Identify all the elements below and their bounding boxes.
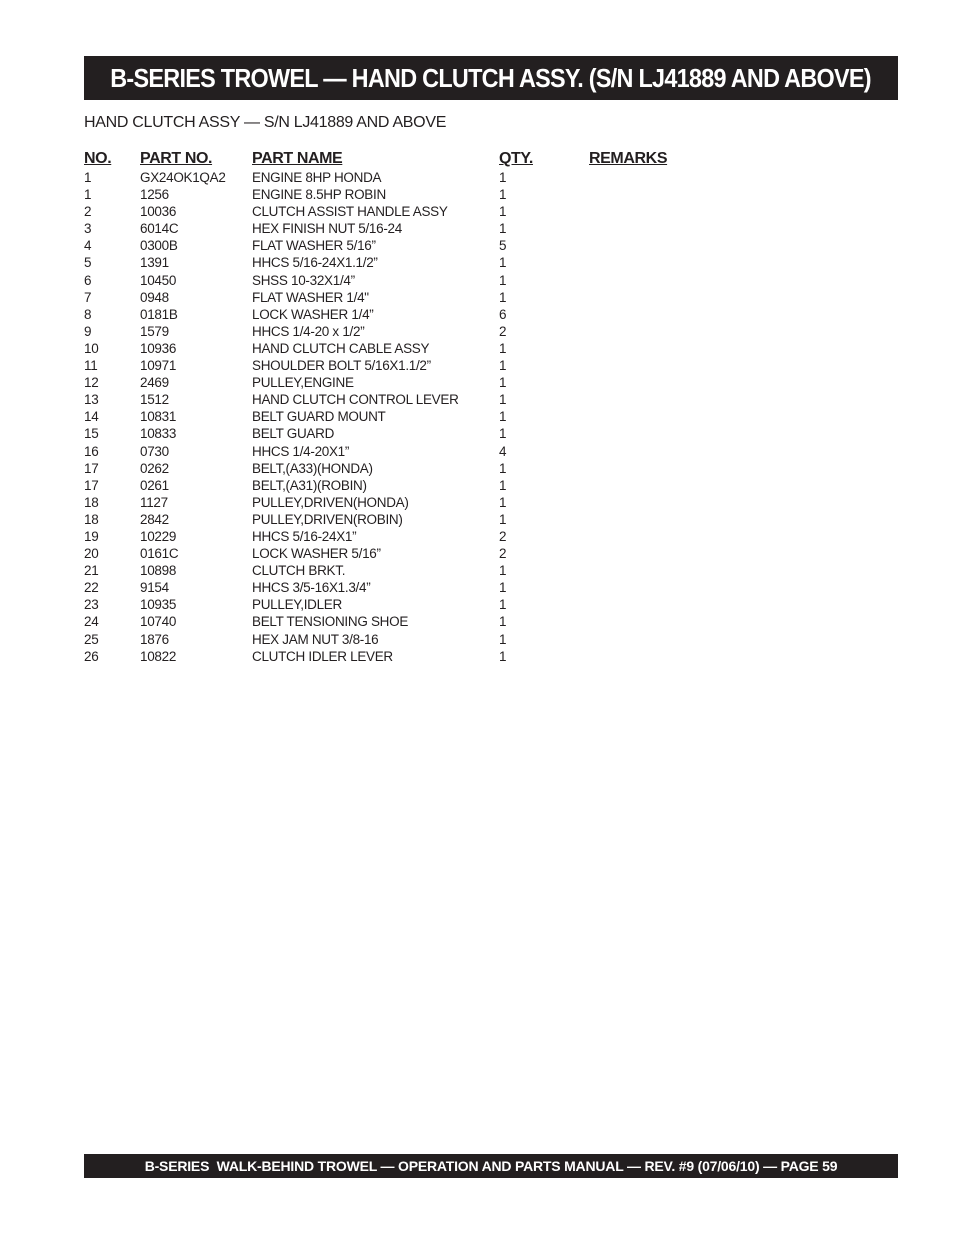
part-name-cell: HAND CLUTCH CABLE ASSY	[252, 340, 430, 356]
table-body	[84, 170, 704, 666]
table-row	[84, 580, 704, 597]
part-number-index: 26	[84, 648, 99, 664]
footer-text: B-SERIES WALK-BEHIND TROWEL — OPERATION AND PARTS MANUAL — REV. #9 (07/06/10) — PAGE 59	[144, 1158, 838, 1174]
qty-cell: 1	[499, 460, 507, 476]
part-no-cell: 1579	[140, 323, 169, 339]
table-row	[84, 392, 704, 409]
part-number-index: 18	[84, 511, 99, 527]
part-number-index: 17	[84, 477, 99, 493]
table-row	[84, 307, 704, 324]
part-no-cell: 10898	[140, 563, 177, 579]
part-name-cell: BELT,(A33)(HONDA)	[252, 460, 373, 476]
table-header	[84, 150, 704, 170]
part-no-cell: 10450	[140, 272, 177, 288]
part-no-cell: 0730	[140, 443, 169, 459]
table-row	[84, 375, 704, 392]
table-row	[84, 495, 704, 512]
part-no-cell: 10833	[140, 426, 177, 442]
part-no-cell: 2842	[140, 511, 169, 527]
table-row	[84, 426, 704, 443]
qty-cell: 2	[499, 528, 507, 544]
part-name-cell: HHCS 5/16-24X1.1/2”	[252, 255, 378, 271]
table-row	[84, 341, 704, 358]
part-number-index: 22	[84, 580, 99, 596]
part-no-cell: 6014C	[140, 221, 179, 237]
part-number-index: 6	[84, 272, 92, 288]
part-no-cell: 0300B	[140, 238, 178, 254]
qty-cell: 1	[499, 204, 507, 220]
part-number-index: 17	[84, 460, 99, 476]
part-name-cell: HHCS 1/4-20X1”	[252, 443, 350, 459]
qty-cell: 1	[499, 648, 507, 664]
qty-cell: 1	[499, 597, 507, 613]
qty-cell: 1	[499, 580, 507, 596]
table-row	[84, 461, 704, 478]
table-row	[84, 563, 704, 580]
part-name-cell: HHCS 3/5-16X1.3/4”	[252, 580, 371, 596]
part-name-cell: SHOULDER BOLT 5/16X1.1/2”	[252, 358, 431, 374]
table-row	[84, 290, 704, 307]
part-number-index: 20	[84, 546, 99, 562]
qty-cell: 1	[499, 511, 507, 527]
column-header-no: NO.	[84, 150, 112, 167]
parts-table	[84, 150, 704, 666]
part-no-cell: 10036	[140, 204, 177, 220]
part-name-cell: FLAT WASHER 5/16”	[252, 238, 376, 254]
qty-cell: 1	[499, 375, 507, 391]
part-name-cell: ENGINE 8.5HP ROBIN	[252, 187, 386, 203]
qty-cell: 1	[499, 494, 507, 510]
part-no-cell: 2469	[140, 375, 169, 391]
table-row	[84, 204, 704, 221]
part-number-index: 23	[84, 597, 99, 613]
part-no-cell: 10740	[140, 614, 177, 630]
part-name-cell: PULLEY,DRIVEN(HONDA)	[252, 494, 409, 510]
table-row	[84, 444, 704, 461]
part-number-index: 1	[84, 187, 92, 203]
qty-cell: 1	[499, 358, 507, 374]
qty-cell: 1	[499, 272, 507, 288]
table-row	[84, 512, 704, 529]
qty-cell: 1	[499, 170, 507, 185]
table-row	[84, 409, 704, 426]
table-row	[84, 221, 704, 238]
part-number-index: 14	[84, 409, 99, 425]
table-row	[84, 273, 704, 290]
part-number-index: 21	[84, 563, 99, 579]
part-name-cell: BELT GUARD	[252, 426, 335, 442]
part-no-cell: 0948	[140, 289, 169, 305]
table-row	[84, 632, 704, 649]
part-no-cell: 0262	[140, 460, 169, 476]
part-number-index: 13	[84, 392, 99, 408]
part-no-cell: 10822	[140, 648, 177, 664]
part-name-cell: HHCS 5/16-24X1”	[252, 528, 357, 544]
part-name-cell: PULLEY,IDLER	[252, 597, 342, 613]
table-row	[84, 546, 704, 563]
part-number-index: 15	[84, 426, 99, 442]
part-number-index: 16	[84, 443, 99, 459]
part-number-index: 7	[84, 289, 92, 305]
part-name-cell: LOCK WASHER 5/16”	[252, 546, 381, 562]
qty-cell: 1	[499, 409, 507, 425]
part-no-cell: 9154	[140, 580, 169, 596]
table-row	[84, 529, 704, 546]
part-number-index: 24	[84, 614, 99, 630]
part-name-cell: ENGINE 8HP HONDA	[252, 170, 382, 185]
qty-cell: 2	[499, 546, 507, 562]
page-title-bar	[84, 56, 898, 100]
part-number-index: 11	[84, 358, 98, 374]
qty-cell: 1	[499, 187, 507, 203]
part-number-index: 2	[84, 204, 92, 220]
part-name-cell: CLUTCH IDLER LEVER	[252, 648, 393, 664]
column-header-part-no: PART NO.	[140, 150, 213, 167]
part-no-cell: 10936	[140, 340, 177, 356]
part-number-index: 8	[84, 306, 92, 322]
table-row	[84, 597, 704, 614]
column-header-part-name: PART NAME	[252, 150, 343, 167]
part-name-cell: BELT GUARD MOUNT	[252, 409, 386, 425]
part-no-cell: 10935	[140, 597, 177, 613]
part-no-cell: 1876	[140, 631, 169, 647]
part-name-cell: SHSS 10-32X1/4”	[252, 272, 355, 288]
part-number-index: 19	[84, 528, 99, 544]
part-no-cell: 10229	[140, 528, 177, 544]
part-no-cell: 1391	[140, 255, 169, 271]
table-row	[84, 358, 704, 375]
part-no-cell: GX24OK1QA2	[140, 170, 226, 185]
table-row	[84, 187, 704, 204]
qty-cell: 1	[499, 289, 507, 305]
table-row	[84, 238, 704, 255]
part-name-cell: PULLEY,ENGINE	[252, 375, 354, 391]
table-row	[84, 614, 704, 631]
qty-cell: 1	[499, 221, 507, 237]
part-name-cell: CLUTCH BRKT.	[252, 563, 346, 579]
part-no-cell: 0261	[140, 477, 169, 493]
footer-bar	[84, 1154, 898, 1178]
part-number-index: 10	[84, 340, 99, 356]
part-name-cell: LOCK WASHER 1/4”	[252, 306, 374, 322]
qty-cell: 1	[499, 392, 507, 408]
table-row	[84, 255, 704, 272]
part-number-index: 12	[84, 375, 99, 391]
part-name-cell: BELT,(A31)(ROBIN)	[252, 477, 367, 493]
table-row	[84, 478, 704, 495]
part-name-cell: FLAT WASHER 1/4"	[252, 289, 369, 305]
part-name-cell: HAND CLUTCH CONTROL LEVER	[252, 392, 459, 408]
qty-cell: 2	[499, 323, 507, 339]
qty-cell: 1	[499, 614, 507, 630]
table-row	[84, 649, 704, 666]
part-name-cell: HHCS 1/4-20 x 1/2”	[252, 323, 365, 339]
part-no-cell: 0161C	[140, 546, 179, 562]
part-no-cell: 1512	[140, 392, 169, 408]
part-number-index: 18	[84, 494, 99, 510]
qty-cell: 1	[499, 255, 507, 271]
part-number-index: 9	[84, 323, 92, 339]
part-no-cell: 10831	[140, 409, 177, 425]
column-header-remarks: REMARKS	[589, 150, 668, 167]
part-no-cell: 0181B	[140, 306, 178, 322]
qty-cell: 1	[499, 426, 507, 442]
part-number-index: 3	[84, 221, 92, 237]
page-title: B-SERIES TROWEL — HAND CLUTCH ASSY. (S/N LJ41889 AND ABOVE)	[110, 62, 872, 93]
table-row	[84, 170, 704, 187]
part-name-cell: PULLEY,DRIVEN(ROBIN)	[252, 511, 403, 527]
part-name-cell: HEX FINISH NUT 5/16-24	[252, 221, 402, 237]
part-name-cell: BELT TENSIONING SHOE	[252, 614, 409, 630]
column-header-qty: QTY.	[499, 150, 533, 167]
qty-cell: 1	[499, 631, 507, 647]
part-number-index: 1	[84, 170, 92, 185]
qty-cell: 1	[499, 477, 507, 493]
part-number-index: 25	[84, 631, 99, 647]
qty-cell: 1	[499, 340, 507, 356]
qty-cell: 1	[499, 563, 507, 579]
part-number-index: 5	[84, 255, 92, 271]
qty-cell: 4	[499, 443, 507, 459]
part-name-cell: HEX JAM NUT 3/8-16	[252, 631, 379, 647]
part-no-cell: 1127	[140, 494, 168, 510]
part-name-cell: CLUTCH ASSIST HANDLE ASSY	[252, 204, 448, 220]
assembly-subtitle: HAND CLUTCH ASSY — S/N LJ41889 AND ABOVE	[84, 114, 447, 131]
qty-cell: 6	[499, 306, 507, 322]
part-no-cell: 10971	[140, 358, 177, 374]
part-no-cell: 1256	[140, 187, 169, 203]
part-number-index: 4	[84, 238, 92, 254]
table-row	[84, 324, 704, 341]
qty-cell: 5	[499, 238, 507, 254]
